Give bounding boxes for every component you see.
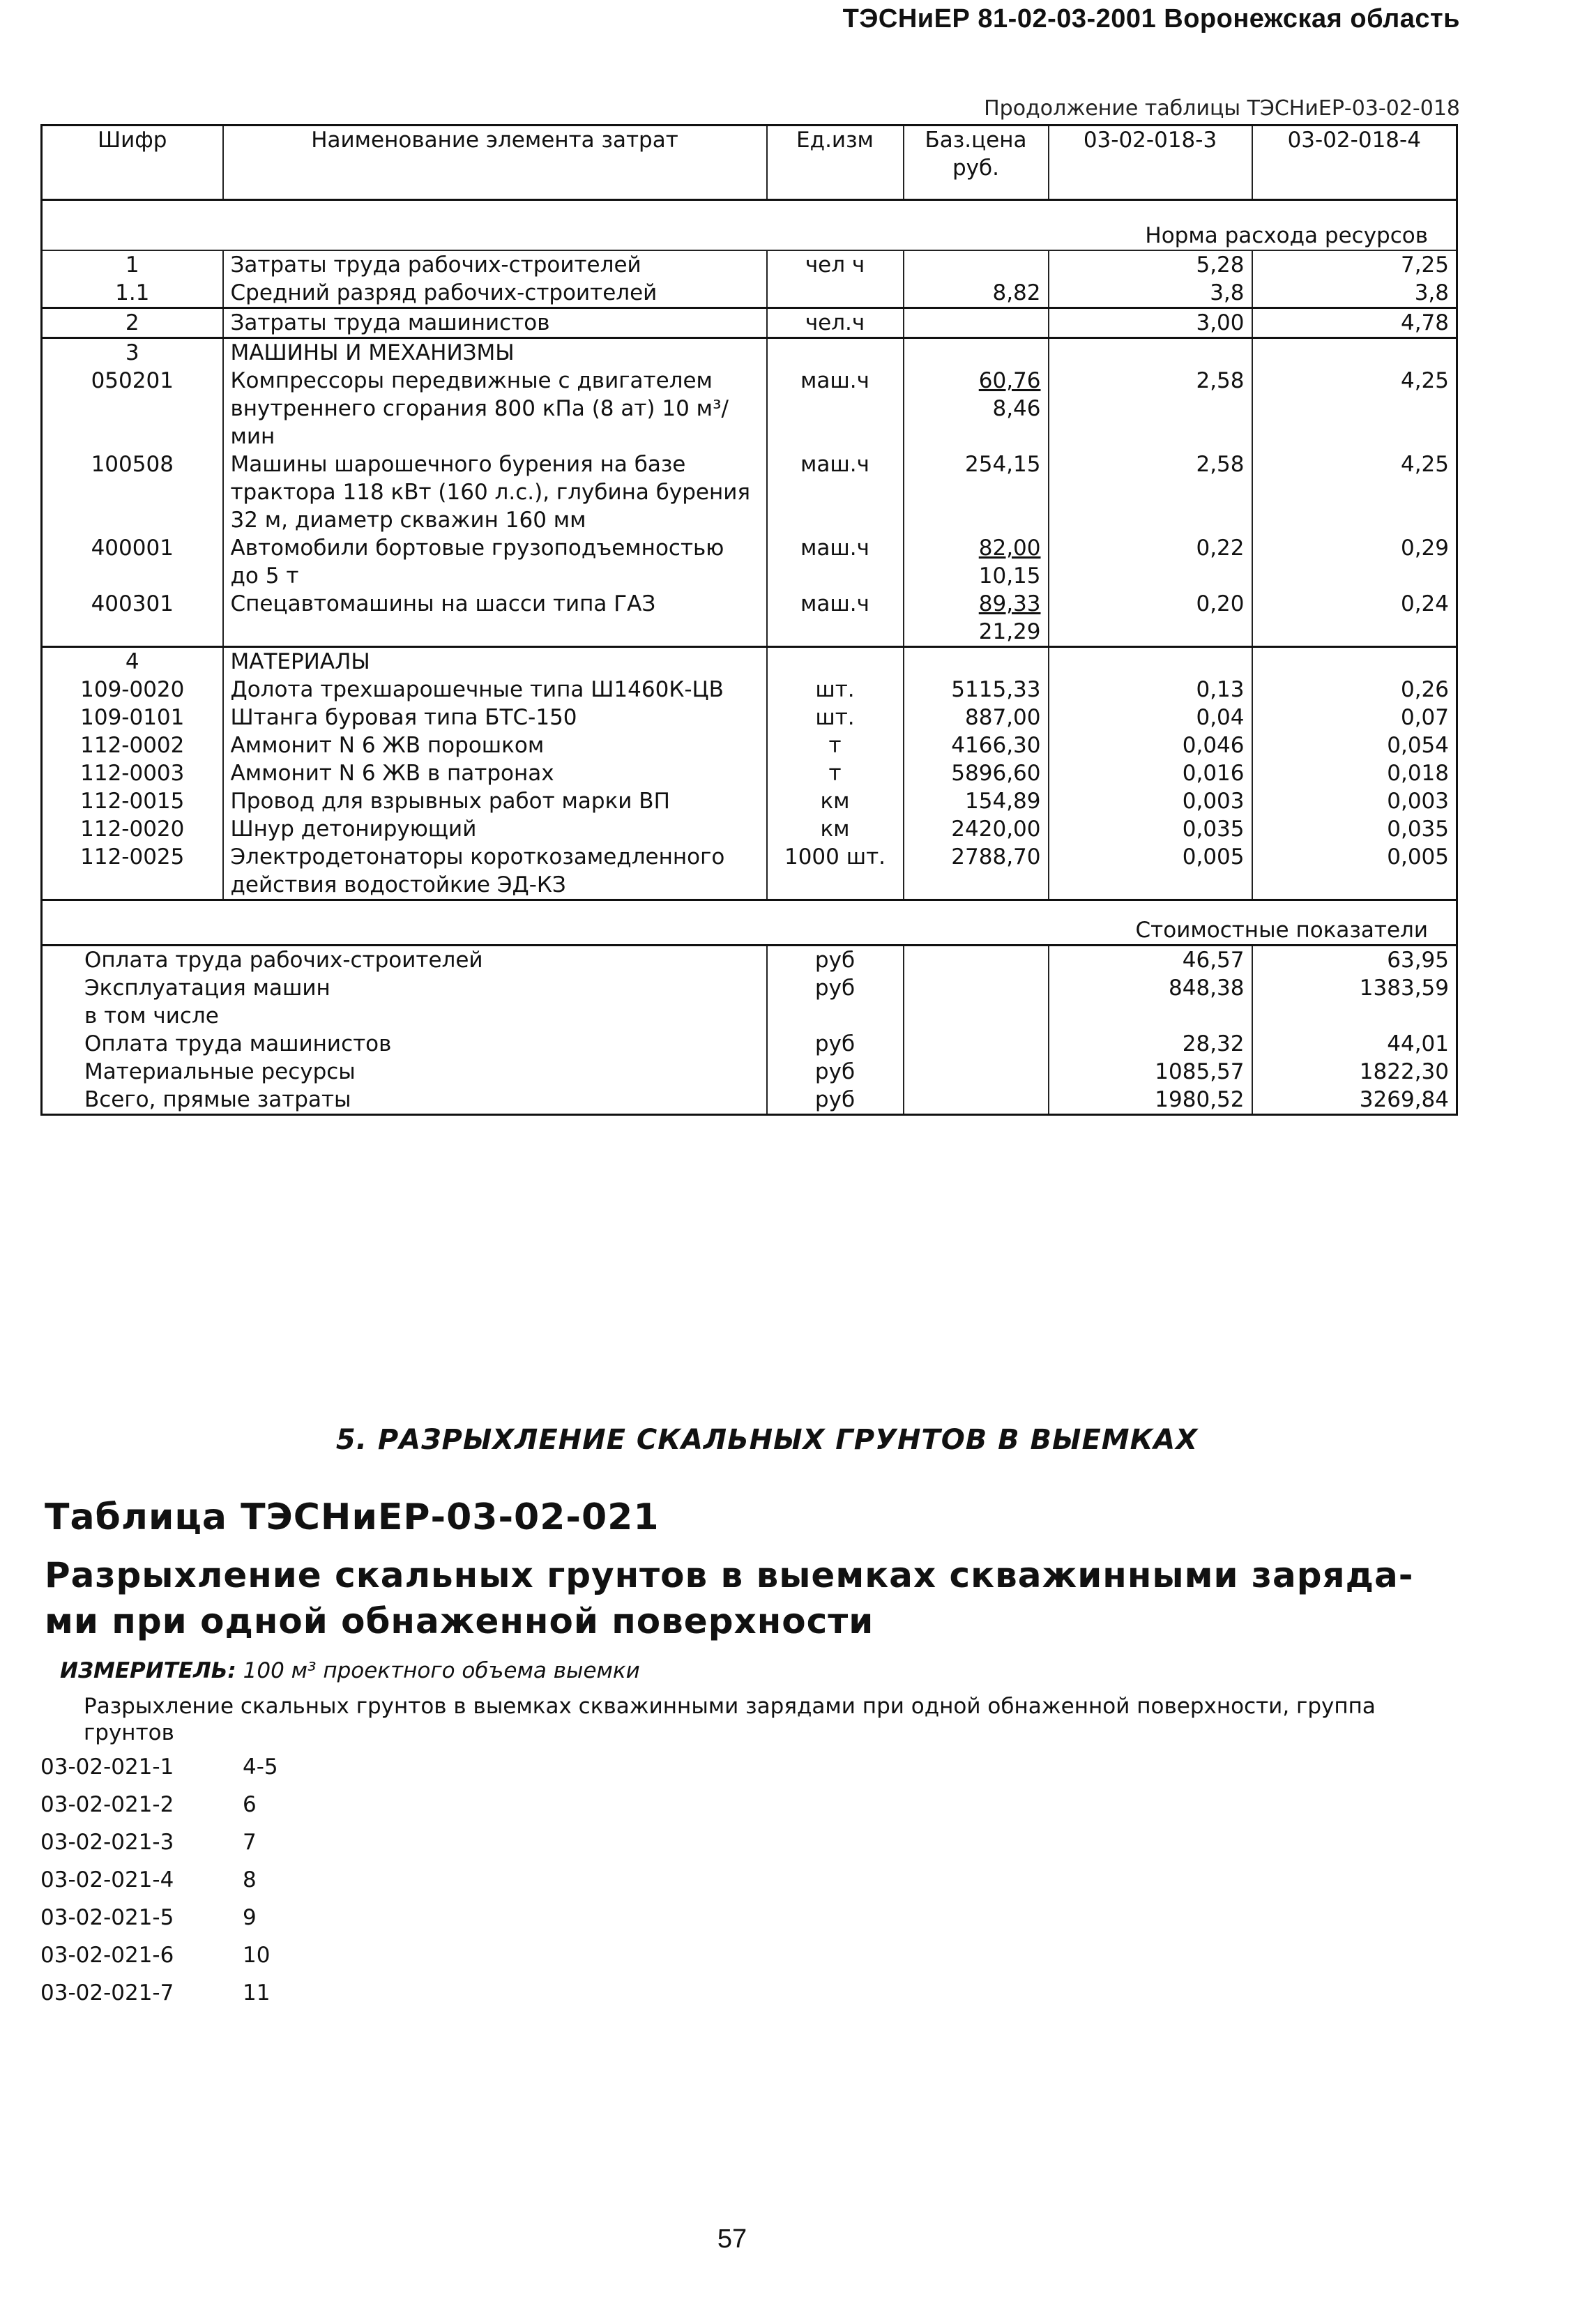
row-name: МАТЕРИАЛЫ [223, 647, 767, 676]
group-value: 7 [243, 1830, 257, 1855]
row-value-col3: 0,22 [1049, 534, 1252, 590]
table-subtitle: Разрыхление скальных грунтов в выемках скважинными заряда-ми при одной обнаженной поверхности [45, 1555, 1414, 1641]
code-list-item [40, 1792, 278, 1830]
row-value-col4: 0,018 [1252, 759, 1457, 787]
row-unit [767, 338, 904, 367]
row-price [904, 590, 1049, 647]
row-code: 2 [42, 308, 223, 338]
summary-body [42, 900, 1457, 1115]
row-value-col3: 2,58 [1049, 367, 1252, 450]
summary-empty [904, 946, 1049, 975]
row-price [904, 647, 1049, 676]
row-unit: км [767, 787, 904, 815]
row-price-wage: 21,29 [978, 619, 1041, 644]
code-list-item [40, 1830, 278, 1867]
table-row [42, 250, 1457, 279]
code-value: 03-02-021-2 [40, 1792, 174, 1817]
table-body [42, 200, 1457, 900]
table-row [42, 534, 1457, 590]
code-value: 03-02-021-4 [40, 1867, 174, 1892]
row-name: Машины шарошечного бурения на базе трактора 118 кВт (160 л.с.), глубина бурения 32 м, диаметр скважин 160 мм [223, 450, 767, 534]
summary-col4: 44,01 [1252, 1030, 1457, 1058]
group-value: 9 [243, 1905, 257, 1930]
row-unit [767, 279, 904, 308]
row-code: 109-0101 [42, 704, 223, 731]
row-price-value: 887,00 [965, 705, 1041, 730]
row-code: 050201 [42, 367, 223, 450]
row-value-col4: 4,25 [1252, 367, 1457, 450]
table-header-row [42, 126, 1457, 200]
header-code: Шифр [42, 126, 223, 200]
row-unit: маш.ч [767, 590, 904, 647]
section-heading: 5. РАЗРЫХЛЕНИЕ СКАЛЬНЫХ ГРУНТОВ В ВЫЕМКАХ [335, 1424, 1199, 1456]
group-value: 11 [243, 1980, 271, 2005]
summary-unit: руб [767, 1058, 904, 1086]
summary-col4: 63,95 [1252, 946, 1457, 975]
row-code: 4 [42, 647, 223, 676]
row-value-col4: 7,25 [1252, 250, 1457, 279]
group-value: 8 [243, 1867, 257, 1892]
row-price [904, 308, 1049, 338]
table-row [42, 647, 1457, 676]
row-value-col4 [1252, 647, 1457, 676]
row-value-col4: 0,035 [1252, 815, 1457, 843]
row-price [904, 367, 1049, 450]
row-unit: 1000 шт. [767, 843, 904, 900]
row-value-col3: 0,13 [1049, 676, 1252, 704]
row-name: Шнур детонирующий [223, 815, 767, 843]
summary-col4 [1252, 1002, 1457, 1030]
row-unit: чел ч [767, 250, 904, 279]
row-value-col3: 0,005 [1049, 843, 1252, 900]
header-name: Наименование элемента затрат [223, 126, 767, 200]
row-unit: т [767, 731, 904, 759]
header-col4: 03-02-018-4 [1252, 126, 1457, 200]
description: Разрыхление скальных грунтов в выемках скважинными зарядами при одной обнаженной поверхности, группа грунтов [84, 1694, 1376, 1745]
row-code: 112-0020 [42, 815, 223, 843]
row-unit: т [767, 759, 904, 787]
row-code: 400001 [42, 534, 223, 590]
code-list-item [40, 1754, 278, 1792]
row-value-col3: 3,00 [1049, 308, 1252, 338]
row-unit: маш.ч [767, 367, 904, 450]
page-header: ТЭСНиЕР 81-02-03-2001 Воронежская область [842, 4, 1460, 33]
row-value-col4: 4,25 [1252, 450, 1457, 534]
row-unit: маш.ч [767, 450, 904, 534]
table-row [42, 308, 1457, 338]
header-col3: 03-02-018-3 [1049, 126, 1252, 200]
group-value: 4-5 [243, 1754, 278, 1780]
table-title: Таблица ТЭСНиЕР-03-02-021 [45, 1496, 660, 1538]
row-code: 1.1 [42, 279, 223, 308]
summary-name: в том числе [42, 1002, 767, 1030]
row-name: Автомобили бортовые грузоподъемностью до 5 т [223, 534, 767, 590]
row-price [904, 815, 1049, 843]
table-row [42, 367, 1457, 450]
summary-row [42, 974, 1457, 1002]
continuation-note: Продолжение таблицы ТЭСНиЕР-03-02-018 [984, 96, 1460, 121]
row-name: Затраты труда машинистов [223, 308, 767, 338]
row-code: 3 [42, 338, 223, 367]
row-value-col4: 0,29 [1252, 534, 1457, 590]
row-price-value: 60,76 [978, 368, 1041, 393]
row-code: 400301 [42, 590, 223, 647]
row-unit: маш.ч [767, 534, 904, 590]
table-row [42, 759, 1457, 787]
row-price [904, 279, 1049, 308]
summary-name: Эксплуатация машин [42, 974, 767, 1002]
table-row [42, 590, 1457, 647]
code-list-item [40, 1980, 278, 2018]
row-code: 112-0002 [42, 731, 223, 759]
summary-row [42, 1058, 1457, 1086]
norm-label: Норма расхода ресурсов [42, 200, 1457, 251]
row-price-wage: 10,15 [978, 563, 1041, 589]
table-row [42, 676, 1457, 704]
row-name: Компрессоры передвижные с двигателем внутреннего сгорания 800 кПа (8 ат) 10 м³/мин [223, 367, 767, 450]
row-value-col4: 0,07 [1252, 704, 1457, 731]
row-name: Штанга буровая типа БТС-150 [223, 704, 767, 731]
table-row [42, 815, 1457, 843]
row-unit: чел.ч [767, 308, 904, 338]
row-code: 112-0025 [42, 843, 223, 900]
row-price-value: 254,15 [965, 452, 1041, 477]
code-value: 03-02-021-6 [40, 1943, 174, 1968]
summary-empty [904, 1002, 1049, 1030]
summary-col4: 3269,84 [1252, 1086, 1457, 1115]
code-value: 03-02-021-3 [40, 1830, 174, 1855]
code-list-item [40, 1905, 278, 1943]
row-value-col4: 0,005 [1252, 843, 1457, 900]
row-unit: км [767, 815, 904, 843]
row-value-col3: 5,28 [1049, 250, 1252, 279]
row-price [904, 450, 1049, 534]
header-unit: Ед.изм [767, 126, 904, 200]
row-name: Средний разряд рабочих-строителей [223, 279, 767, 308]
row-value-col4 [1252, 338, 1457, 367]
page-number: 57 [717, 2224, 747, 2254]
row-name: Долота трехшарошечные типа Ш1460К-ЦВ [223, 676, 767, 704]
row-value-col4: 0,24 [1252, 590, 1457, 647]
row-price-value: 89,33 [978, 591, 1041, 616]
row-code: 112-0003 [42, 759, 223, 787]
row-price-value: 82,00 [978, 536, 1041, 561]
summary-col4: 1383,59 [1252, 974, 1457, 1002]
row-code: 1 [42, 250, 223, 279]
summary-empty [904, 1030, 1049, 1058]
row-value-col3: 0,016 [1049, 759, 1252, 787]
row-price [904, 250, 1049, 279]
summary-row [42, 1002, 1457, 1030]
row-price [904, 338, 1049, 367]
code-value: 03-02-021-1 [40, 1754, 174, 1780]
summary-row [42, 946, 1457, 975]
row-value-col3: 3,8 [1049, 279, 1252, 308]
row-value-col3: 0,046 [1049, 731, 1252, 759]
table-row [42, 279, 1457, 308]
row-price-value: 2420,00 [951, 817, 1041, 842]
summary-row [42, 1086, 1457, 1115]
summary-unit: руб [767, 1030, 904, 1058]
code-list [40, 1754, 278, 2018]
row-value-col3: 0,035 [1049, 815, 1252, 843]
code-list-item [40, 1867, 278, 1905]
summary-col3: 46,57 [1049, 946, 1252, 975]
resource-norm-table [40, 124, 1458, 1116]
row-name: Аммонит N 6 ЖВ порошком [223, 731, 767, 759]
row-name: Аммонит N 6 ЖВ в патронах [223, 759, 767, 787]
row-name: Провод для взрывных работ марки ВП [223, 787, 767, 815]
table-row [42, 787, 1457, 815]
summary-empty [904, 1058, 1049, 1086]
row-value-col3: 0,20 [1049, 590, 1252, 647]
code-list-item [40, 1943, 278, 1980]
row-price [904, 704, 1049, 731]
row-name: Затраты труда рабочих-строителей [223, 250, 767, 279]
row-code: 109-0020 [42, 676, 223, 704]
row-value-col4: 0,054 [1252, 731, 1457, 759]
row-code: 112-0015 [42, 787, 223, 815]
summary-unit: руб [767, 974, 904, 1002]
code-value: 03-02-021-5 [40, 1905, 174, 1930]
summary-col3: 1085,57 [1049, 1058, 1252, 1086]
measure-label: ИЗМЕРИТЕЛЬ: [60, 1658, 236, 1683]
measure-line [60, 1658, 640, 1683]
row-name: Спецавтомашины на шасси типа ГАЗ [223, 590, 767, 647]
table-row [42, 843, 1457, 900]
row-unit [767, 647, 904, 676]
row-value-col3: 0,04 [1049, 704, 1252, 731]
summary-unit [767, 1002, 904, 1030]
row-price-value: 8,82 [992, 280, 1041, 305]
measure-value: 100 м³ проектного объема выемки [243, 1658, 640, 1683]
table-row [42, 450, 1457, 534]
summary-row [42, 1030, 1457, 1058]
row-unit: шт. [767, 676, 904, 704]
summary-col3: 28,32 [1049, 1030, 1252, 1058]
row-value-col3 [1049, 647, 1252, 676]
table-row [42, 338, 1457, 367]
row-value-col4: 0,003 [1252, 787, 1457, 815]
row-price [904, 731, 1049, 759]
row-price [904, 787, 1049, 815]
row-price [904, 759, 1049, 787]
row-name: МАШИНЫ И МЕХАНИЗМЫ [223, 338, 767, 367]
cost-label-row [42, 900, 1457, 946]
row-price-value: 154,89 [965, 789, 1041, 814]
summary-name: Материальные ресурсы [42, 1058, 767, 1086]
code-value: 03-02-021-7 [40, 1980, 174, 2005]
summary-col3: 848,38 [1049, 974, 1252, 1002]
row-price-value: 5896,60 [951, 761, 1041, 786]
row-price [904, 534, 1049, 590]
row-price-value: 2788,70 [951, 844, 1041, 870]
table-row [42, 731, 1457, 759]
table-row [42, 704, 1457, 731]
row-name: Электродетонаторы короткозамедленного действия водостойкие ЭД-КЗ [223, 843, 767, 900]
group-value: 6 [243, 1792, 257, 1817]
summary-name: Оплата труда машинистов [42, 1030, 767, 1058]
summary-empty [904, 974, 1049, 1002]
row-price [904, 843, 1049, 900]
row-value-col4: 4,78 [1252, 308, 1457, 338]
summary-name: Оплата труда рабочих-строителей [42, 946, 767, 975]
norm-label-row [42, 200, 1457, 251]
summary-name: Всего, прямые затраты [42, 1086, 767, 1115]
summary-empty [904, 1086, 1049, 1115]
summary-col3 [1049, 1002, 1252, 1030]
row-value-col4: 3,8 [1252, 279, 1457, 308]
row-unit: шт. [767, 704, 904, 731]
cost-label: Стоимостные показатели [42, 900, 1457, 946]
row-price-wage: 8,46 [992, 396, 1041, 421]
summary-unit: руб [767, 946, 904, 975]
row-price [904, 676, 1049, 704]
row-value-col3: 2,58 [1049, 450, 1252, 534]
row-value-col3: 0,003 [1049, 787, 1252, 815]
summary-col4: 1822,30 [1252, 1058, 1457, 1086]
header-price: Баз.цена руб. [904, 126, 1049, 200]
row-price-value: 4166,30 [951, 733, 1041, 758]
row-price-value: 5115,33 [951, 677, 1041, 702]
row-code: 100508 [42, 450, 223, 534]
row-value-col3 [1049, 338, 1252, 367]
summary-unit: руб [767, 1086, 904, 1115]
group-value: 10 [243, 1943, 271, 1968]
summary-col3: 1980,52 [1049, 1086, 1252, 1115]
row-value-col4: 0,26 [1252, 676, 1457, 704]
